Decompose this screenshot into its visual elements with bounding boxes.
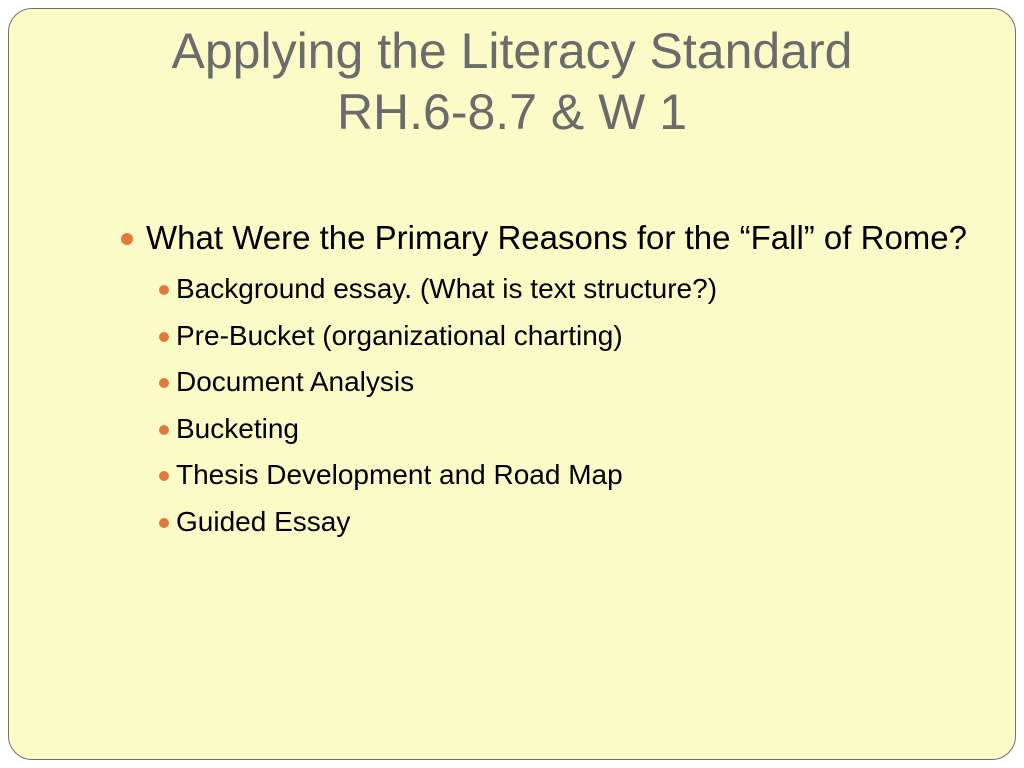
title-line-2: RH.6-8.7 & W 1	[336, 84, 688, 140]
main-bullet-text: What Were the Primary Reasons for the “Fall” of Rome?	[146, 219, 968, 256]
bullet-dot-icon	[159, 378, 169, 388]
bullet-dot-icon	[159, 285, 169, 295]
sub-bullet-text: Document Analysis	[176, 366, 415, 398]
bullet-dot-icon	[159, 518, 169, 528]
slide-body	[114, 215, 974, 546]
bullet-dot-icon	[121, 233, 133, 245]
main-bullet	[114, 215, 974, 261]
sub-bullet-text: Thesis Development and Road Map	[176, 459, 623, 491]
sub-bullet	[114, 452, 974, 499]
bullet-dot-icon	[159, 425, 169, 435]
sub-bullet-text: Bucketing	[176, 412, 299, 444]
slide-title	[39, 21, 985, 143]
bullet-dot-icon	[159, 471, 169, 481]
sub-bullet	[114, 499, 974, 546]
sub-bullet-text: Pre-Bucket (organizational charting)	[176, 319, 623, 351]
sub-bullet	[114, 313, 974, 360]
sub-bullet-text: Background essay. (What is text structure?)	[176, 273, 718, 304]
sub-bullet	[114, 359, 974, 406]
slide	[8, 8, 1016, 760]
title-line-1: Applying the Literacy Standard	[171, 23, 853, 79]
sub-bullet	[114, 406, 974, 453]
sub-bullet-text: Guided Essay	[176, 505, 351, 537]
sub-bullet	[114, 266, 974, 313]
sub-bullet-list	[114, 266, 974, 546]
bullet-dot-icon	[159, 332, 169, 342]
